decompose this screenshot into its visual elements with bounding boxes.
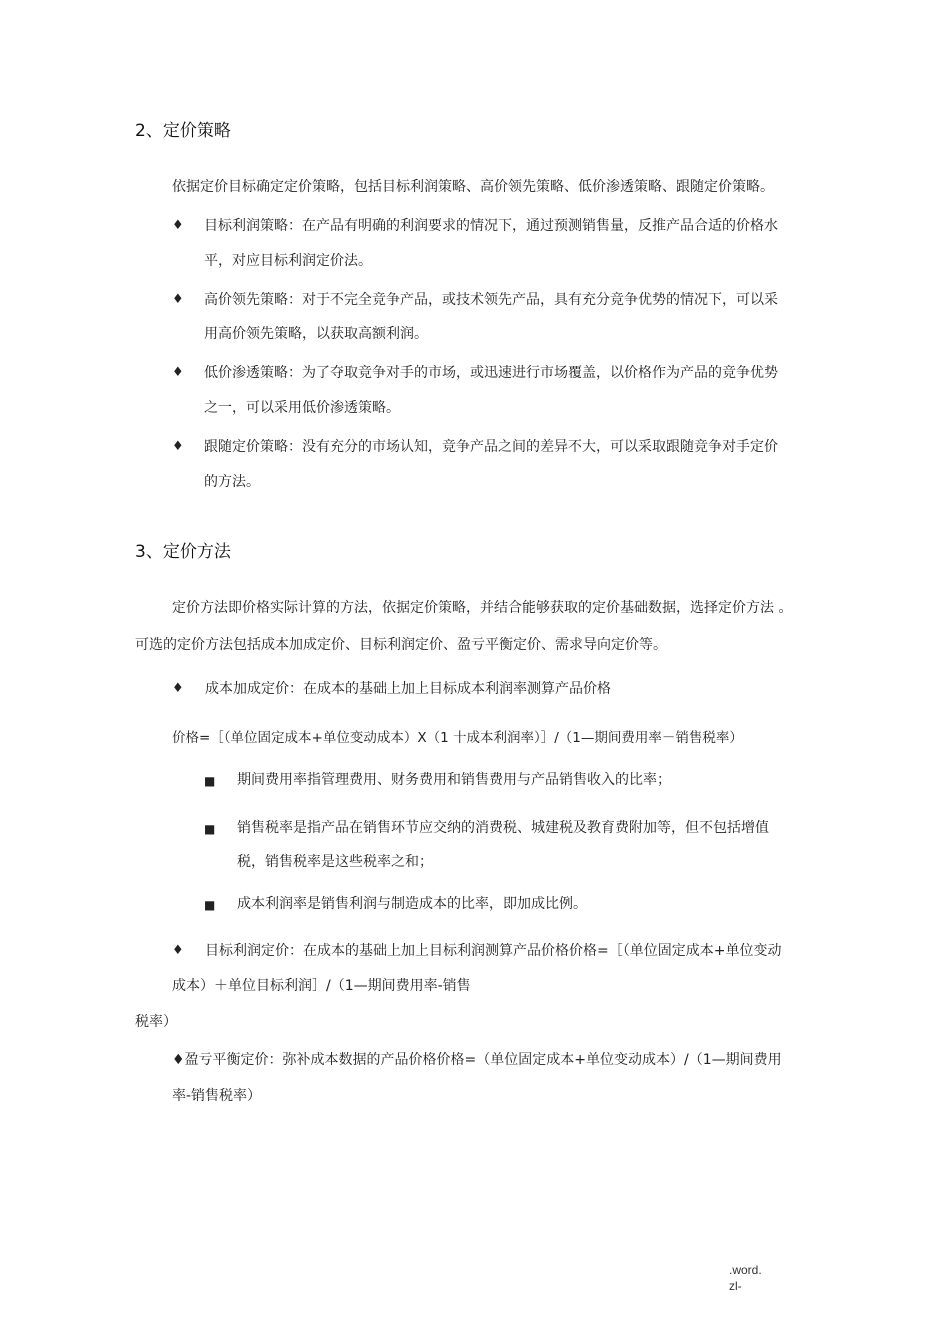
section-2-intro: 依据定价目标确定定价策略，包括目标利润策略、高价领先策略、低价渗透策略、跟随定价策略。 xyxy=(172,179,774,195)
section-3-intro-line-1: 定价方法即价格实际计算的方法，依据定价策略，并结合能够获取的定价基础数据，选择定价方法 。 xyxy=(172,600,793,616)
list-item-text-continued: 税，销售税率是这些税率之和； xyxy=(237,854,433,870)
diamond-bullet-icon: ♦ xyxy=(172,439,184,454)
list-item-text: 高价领先策略：对于不完全竞争产品，或技术领先产品，具有充分竞争优势的情况下，可以采 xyxy=(204,292,778,308)
square-bullet-icon: ■ xyxy=(204,774,216,788)
diamond-bullet-icon: ♦ xyxy=(172,365,184,380)
list-item-text: 低价渗透策略：为了夺取竞争对手的市场，或迅速进行市场覆盖，以价格作为产品的竞争优势 xyxy=(204,365,778,381)
cost-plus-label: 成本加成定价：在成本的基础上加上目标成本利润率测算产品价格 xyxy=(205,681,611,697)
list-item-text: 成本利润率是销售利润与制造成本的比率，即加成比例。 xyxy=(237,896,587,912)
list-item-text-continued: 之一，可以采用低价渗透策略。 xyxy=(204,400,400,416)
footer-line-2: zl- xyxy=(729,1279,742,1293)
list-item-text-continued: 用高价领先策略，以获取高额利润。 xyxy=(204,326,428,342)
target-profit-text-end: 税率） xyxy=(135,1014,177,1030)
list-item-text: 期间费用率指管理费用、财务费用和销售费用与产品销售收入的比率； xyxy=(237,772,671,788)
section-2-heading: 2、定价策略 xyxy=(135,121,231,141)
section-3-heading: 3、定价方法 xyxy=(135,542,231,562)
diamond-bullet-icon: ♦ xyxy=(172,292,184,307)
list-item-text-continued: 的方法。 xyxy=(204,474,260,490)
breakeven-text: ♦盈亏平衡定价：弥补成本数据的产品价格价格=（单位固定成本+单位变动成本）/（1—期间费用 xyxy=(172,1052,782,1068)
target-profit-text-continued: 成本）＋单位目标利润］/（1—期间费用率-销售 xyxy=(172,978,471,994)
breakeven-text-continued: 率-销售税率） xyxy=(172,1088,262,1104)
footer-line-1: .word. xyxy=(729,1263,762,1277)
target-profit-text: 目标利润定价：在成本的基础上加上目标利润测算产品价格价格=［（单位固定成本+单位变动 xyxy=(205,943,782,959)
diamond-bullet-icon: ♦ xyxy=(172,218,184,233)
list-item-text-continued: 平，对应目标利润定价法。 xyxy=(204,253,372,269)
list-item-text: 跟随定价策略：没有充分的市场认知，竞争产品之间的差异不大，可以采取跟随竞争对手定价 xyxy=(204,439,778,455)
square-bullet-icon: ■ xyxy=(204,822,216,836)
list-item-text: 目标利润策略：在产品有明确的利润要求的情况下，通过预测销售量，反推产品合适的价格水 xyxy=(204,218,778,234)
list-item-text: 销售税率是指产品在销售环节应交纳的消费税、城建税及教育费附加等，但不包括增值 xyxy=(237,820,769,836)
cost-plus-formula: 价格=［（单位固定成本+单位变动成本）X（1 十成本利润率）］/（1—期间费用率－销售税率） xyxy=(172,730,743,746)
section-3-intro-line-2: 可选的定价方法包括成本加成定价、目标利润定价、盈亏平衡定价、需求导向定价等。 xyxy=(135,637,667,653)
square-bullet-icon: ■ xyxy=(204,898,216,912)
diamond-bullet-icon: ♦ xyxy=(172,943,184,958)
diamond-bullet-icon: ♦ xyxy=(172,681,184,696)
